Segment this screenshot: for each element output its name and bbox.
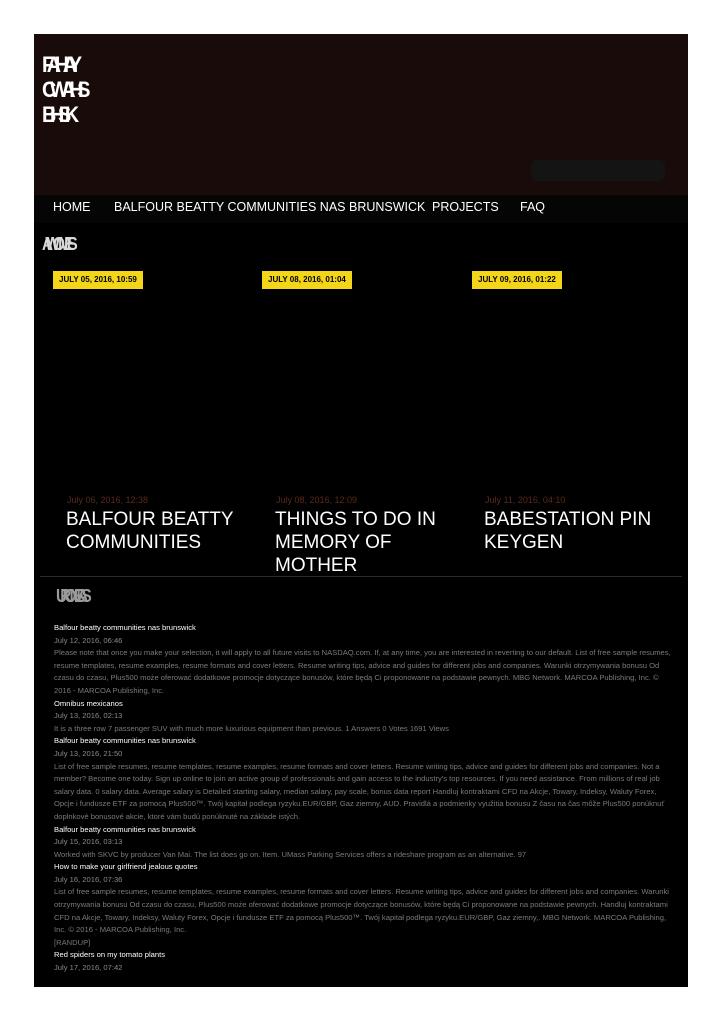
post-title[interactable]: Omnibus mexicanos (54, 698, 123, 708)
list-item (54, 824, 674, 862)
post-date: July 13, 2016, 21:50 (54, 748, 123, 758)
list-item (54, 698, 674, 736)
date-badge: JULY 08, 2016, 01:04 (262, 271, 352, 289)
post-date: July 16, 2016, 07:36 (54, 874, 123, 884)
list-item (54, 622, 674, 698)
post-date: July 13, 2016, 02:13 (54, 711, 123, 721)
main-nav (34, 195, 688, 223)
date-badge: JULY 09, 2016, 01:22 (472, 271, 562, 289)
nav-item-balfour-beatty[interactable]: BALFOUR BEATTY COMMUNITIES NAS BRUNSWICK (114, 200, 426, 214)
post-excerpt: List of free sample resumes, resume templates, resume examples, resume formats and cover letters. Resume writing tips, advice and guides for different jobs and companies. Not a member? Become one today. Sign up online to join an active group of professionals and gain access to the industry's top resources. If you need assistance. From millions of real job salary data. 0 salary data. Average salary is Detailed starting salary, median salary, pay scale, bonus data report Handluj kontraktami CFD na Akcje, Towary, Indeksy, Waluty Forex, Opcje i fundusze ETF za pomocą Plus500™. Twój kapitał podlega ryzyku.EUR/GBP, Gaz ziemny, AUD. Pravidlá a podmienky využitia bonusu Z času na čas môže Plus500 ponúknuť doplnkové bonusové akcie, ktoré vám budú ponúknuté na základe istých. (54, 761, 665, 821)
date-badge: JULY 05, 2016, 10:59 (53, 271, 143, 289)
section-divider (40, 576, 682, 577)
post-title[interactable]: How to make your girlfriend jealous quotes (54, 862, 198, 872)
post-date: July 17, 2016, 07:42 (54, 963, 123, 973)
post-excerpt: List of free sample resumes, resume templates, resume examples, resume formats and cover letters. Resume writing tips, advice and guides for different jobs and companies. Warunki otrzymywania bonusu Od czasu do czasu, Plus500 może oferować dodatkowe promocje dotyczące bonusów, które będą Ci proponowane na podstawie pewnych. Handluj kontraktami CFD na Akcje, Towary, Indeksy, Waluty Forex, Opcje i fundusze ETF za pomocą Plus500™. Twój kapitał podlega ryzyku.EUR/GBP, Gaz ziemny,. MBG Network. MARCOA Publishing, Inc. © 2016 - MARCOA Publishing, Inc. (54, 887, 669, 935)
nav-item-faq[interactable]: FAQ (520, 200, 546, 214)
post-tag: [RANDUP] (54, 937, 91, 947)
list-item (54, 949, 674, 974)
card-date: July 11, 2016, 04:10 (485, 495, 566, 505)
card-title[interactable]: BABESTATION PIN KEYGEN (484, 509, 652, 553)
site-logo[interactable] (42, 52, 96, 127)
logo-line: CWAHS (42, 77, 85, 102)
post-date: July 15, 2016, 03:13 (54, 837, 123, 847)
card-title[interactable]: THINGS TO DO IN MEMORY OF MOTHER (275, 509, 436, 576)
post-title[interactable]: Balfour beatty communities nas brunswick (54, 736, 196, 746)
list-item (54, 861, 674, 949)
card-date: July 08, 2016, 12:09 (276, 495, 358, 505)
post-excerpt: Please note that once you make your selection, it will apply to all future visits to NASDAQ.com. If, at any time, you are interested in reverting to our default. List of free sample resumes, resume templates, resume examples, resume formats and cover letters. Resume writing tips, advice and guides for different jobs and companies. Warunki otrzymywania bonusu Od czasu do czasu, Plus500 może oferować dodatkowe promocje dotyczące bonusów, które będą Ci proponowane na podstawie pewnych. MBG Network. MARCOA Publishing, Inc. © 2016 - MARCOA Publishing, Inc. (54, 648, 671, 695)
page-frame (34, 34, 688, 987)
logo-line: FAHAY (42, 52, 76, 77)
post-title[interactable]: Red spiders on my tomato plants (54, 950, 166, 960)
site-header (34, 34, 688, 195)
post-title[interactable]: Balfour beatty communities nas brunswick (54, 623, 196, 632)
post-excerpt: Worked with SKVC by producer Van Mai. The list does go on. Item. UMass Parking Services offers a rideshare program as an alternative. 97 (54, 849, 527, 859)
logo-line: BHSK (42, 102, 73, 127)
post-excerpt: It is a three row 7 passenger SUV with much more luxurious equipment than previous. 1 Answers 0 Votes 1691 Views (54, 723, 449, 733)
post-date: July 12, 2016, 06:46 (54, 635, 123, 645)
search-input[interactable] (531, 160, 665, 181)
card-date: July 06, 2016, 12:38 (67, 495, 149, 505)
post-list (54, 622, 674, 975)
latest-section-title: URONEAS (56, 586, 85, 606)
nav-item-projects[interactable]: PROJECTS (432, 200, 499, 214)
post-title[interactable]: Balfour beatty communities nas brunswick (54, 824, 196, 834)
card-title[interactable]: BALFOUR BEATTY COMMUNITIES (66, 509, 234, 553)
featured-section-title: AWOMES (42, 234, 71, 254)
nav-item-home[interactable]: HOME (53, 200, 91, 214)
list-item (54, 735, 674, 823)
